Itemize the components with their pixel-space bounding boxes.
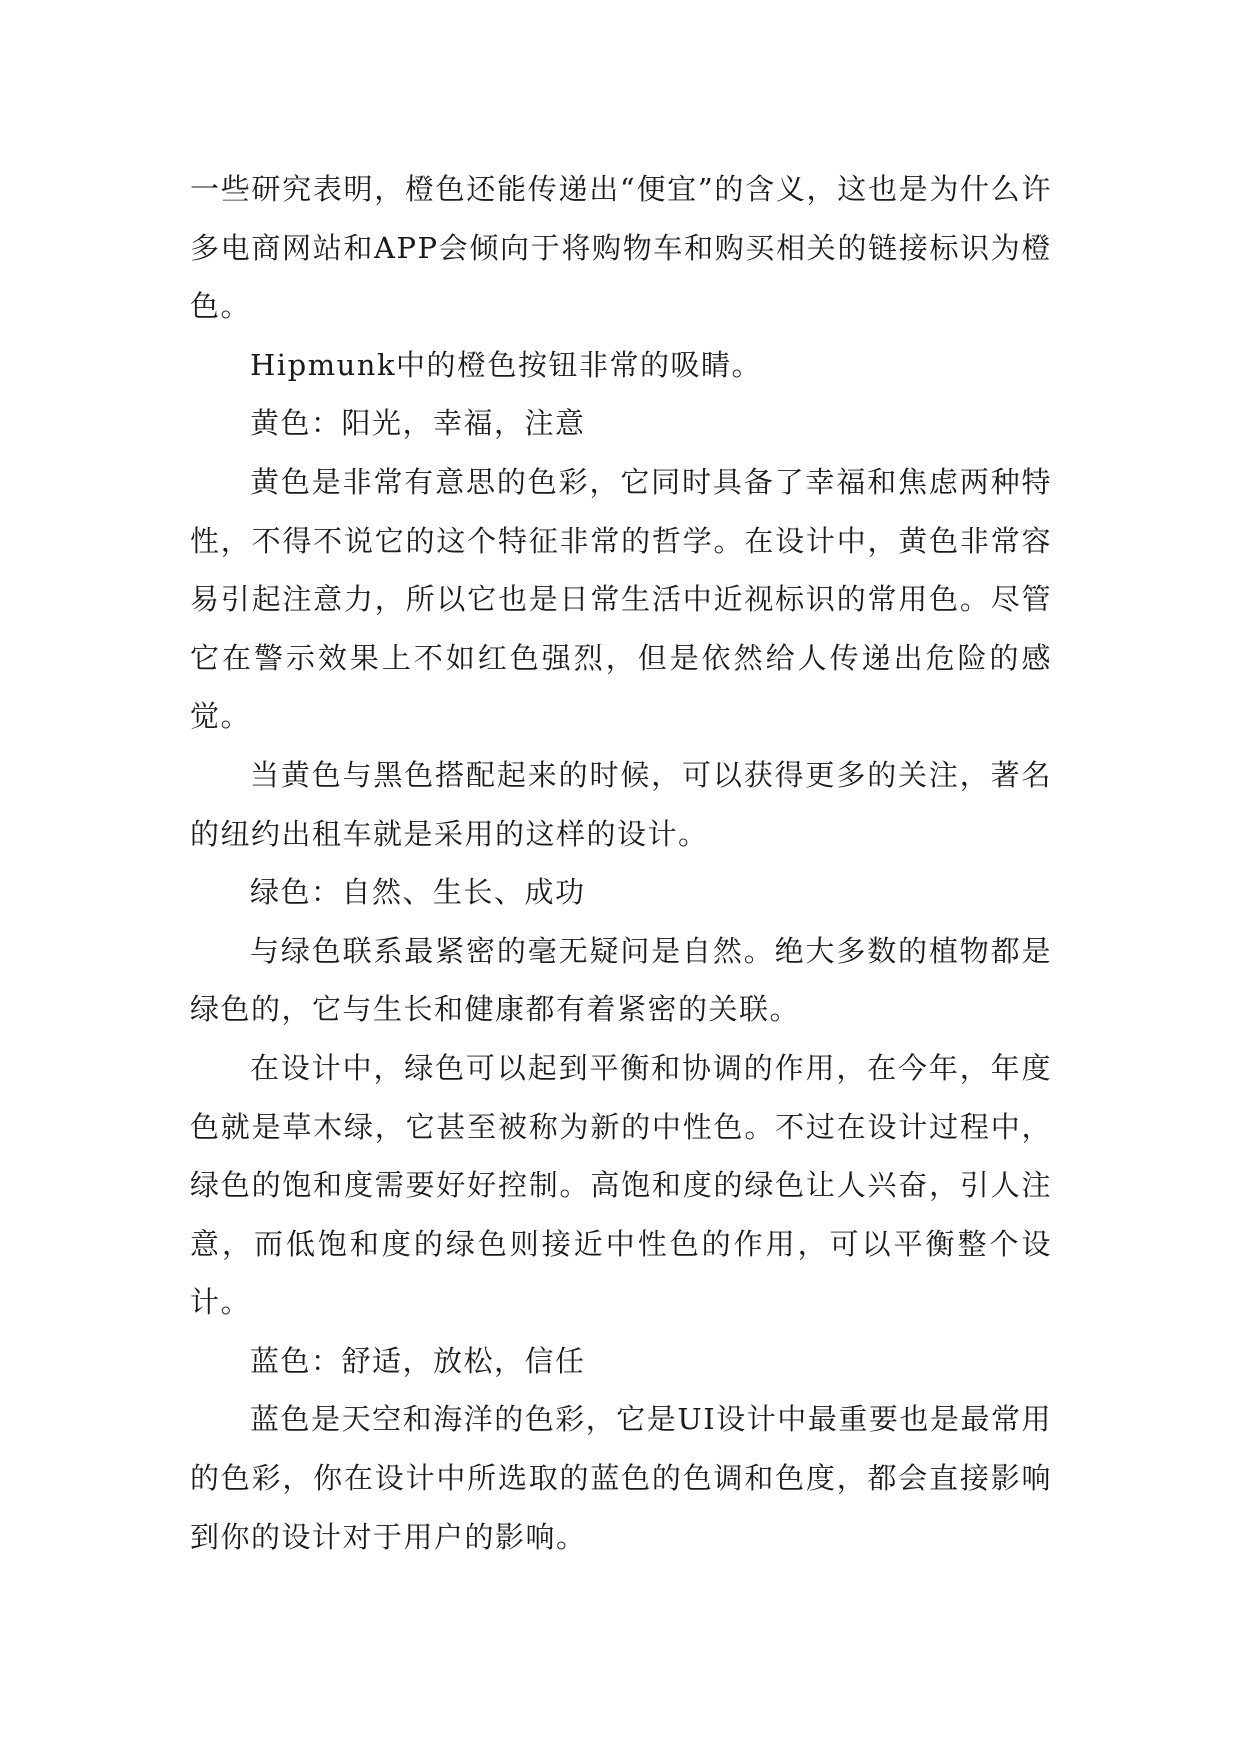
paragraph-yellow-black: 当黄色与黑色搭配起来的时候，可以获得更多的关注，著名的纽约出租车就是采用的这样的设计。 [190, 757, 1052, 851]
paragraph-blue-ui: 蓝色是天空和海洋的色彩，它是UI设计中最重要也是最常用的色彩，你在设计中所选取的蓝色的色调和色度，都会直接影响到你的设计对于用户的影响。 [190, 1402, 1052, 1554]
paragraph-green-design: 在设计中，绿色可以起到平衡和协调的作用，在今年，年度色就是草木绿，它甚至被称为新的中性色。不过在设计过程中，绿色的饱和度需要好好控制。高饱和度的绿色让人兴奋，引人注意，而低饱和度的绿色则接近中性色的作用，可以平衡整个设计。 [190, 1050, 1052, 1320]
paragraph-green-nature: 与绿色联系最紧密的毫无疑问是自然。绝大多数的植物都是绿色的，它与生长和健康都有着紧密的关联。 [190, 933, 1052, 1027]
heading-yellow: 黄色：阳光，幸福，注意 [250, 406, 586, 441]
paragraph-orange-cheap: 一些研究表明，橙色还能传递出“便宜”的含义，这也是为什么许多电商网站和APP会倾向于将购物车和购买相关的链接标识为橙色。 [190, 172, 1052, 324]
document-body [190, 160, 1052, 1566]
paragraph-hipmunk: Hipmunk中的橙色按钮非常的吸睛。 [250, 347, 763, 382]
heading-green: 绿色：自然、生长、成功 [250, 875, 586, 910]
heading-blue: 蓝色：舒适，放松，信任 [250, 1343, 586, 1378]
paragraph-yellow-traits: 黄色是非常有意思的色彩，它同时具备了幸福和焦虑两种特性，不得不说它的这个特征非常的哲学。在设计中，黄色非常容易引起注意力，所以它也是日常生活中近视标识的常用色。尽管它在警示效果上不如红色强烈，但是依然给人传递出危险的感觉。 [190, 464, 1052, 734]
